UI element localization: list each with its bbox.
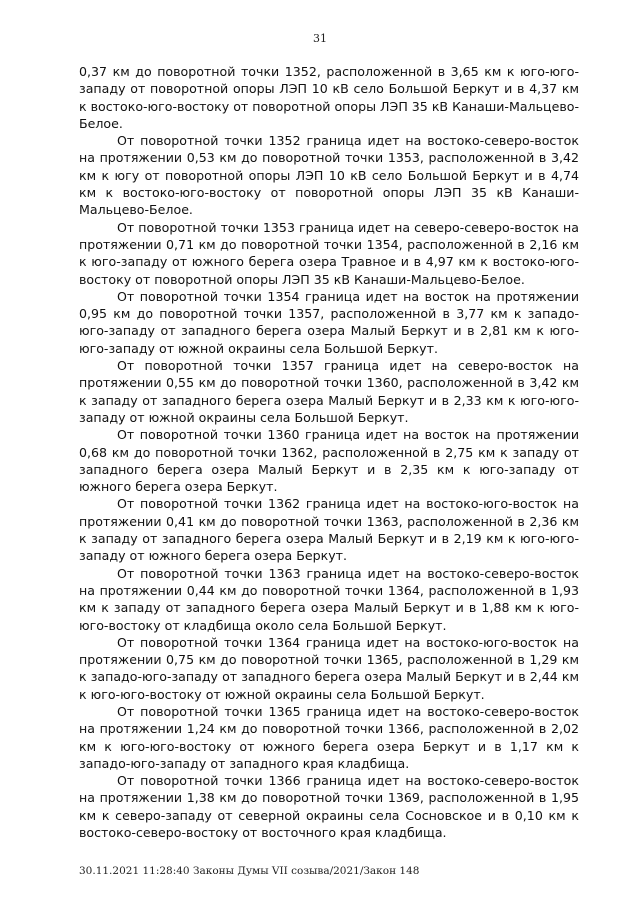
- paragraph: От поворотной точки 1363 граница идет на востоко-северо-восток на протяжении 0,44 км до поворотной точки 1364, расположенной в 1,93 км к западу от западного берега озера Малый Беркут и в 1,88 км к юго-юго-востоку от кладбища около села Большой Беркут.: [79, 565, 579, 633]
- document-body: [79, 63, 579, 841]
- paragraph: От поворотной точки 1352 граница идет на востоко-северо-восток на протяжении 0,53 км до поворотной точки 1353, расположенной в 3,42 км к югу от поворотной опоры ЛЭП 10 кВ село Большой Беркут и в 4,74 км к востоко-юго-востоку от поворотной опоры ЛЭП 35 кВ Канаши-Мальцево-Белое.: [79, 133, 579, 218]
- page-number: 31: [313, 32, 327, 45]
- document-footer: 30.11.2021 11:28:40 Законы Думы VII созыва/2021/Закон 148: [79, 865, 420, 877]
- paragraph: От поворотной точки 1365 граница идет на востоко-северо-восток на протяжении 1,24 км до поворотной точки 1366, расположенной в 2,02 км к юго-юго-востоку от южного берега озера Беркут и в 1,17 км к западо-юго-западу от западного края кладбища.: [79, 703, 579, 771]
- paragraph: От поворотной точки 1366 граница идет на востоко-северо-восток на протяжении 1,38 км до поворотной точки 1369, расположенной в 1,95 км к северо-западу от северной окраины села Сосновское и в 0,10 км к востоко-северо-востоку от восточного края кладбища.: [79, 773, 579, 841]
- paragraph: От поворотной точки 1362 граница идет на востоко-юго-восток на протяжении 0,41 км до поворотной точки 1363, расположенной в 2,36 км к западу от западного берега озера Малый Беркут и в 2,19 км к юго-юго-западу от южного берега озера Беркут.: [79, 496, 579, 564]
- paragraph: От поворотной точки 1360 граница идет на восток на протяжении 0,68 км до поворотной точки 1362, расположенной в 2,75 км к западу от западного берега озера Малый Беркут и в 2,35 км к юго-западу от южного берега озера Беркут.: [79, 427, 579, 495]
- paragraph: От поворотной точки 1354 граница идет на восток на протяжении 0,95 км до поворотной точки 1357, расположенной в 3,77 км к западо-юго-западу от западного берега озера Малый Беркут и в 2,81 км к юго-юго-западу от южной окраины села Большой Беркут.: [79, 288, 579, 356]
- paragraph: От поворотной точки 1364 граница идет на востоко-юго-восток на протяжении 0,75 км до поворотной точки 1365, расположенной в 1,29 км к западо-юго-западу от западного берега озера Малый Беркут и в 2,44 км к юго-юго-востоку от южной окраины села Большой Беркут.: [79, 634, 579, 702]
- paragraph: 0,37 км до поворотной точки 1352, расположенной в 3,65 км к юго-юго-западу от поворотной опоры ЛЭП 10 кВ село Большой Беркут и в 4,37 км к востоко-юго-востоку от поворотной опоры ЛЭП 35 кВ Канаши-Мальцево-Белое.: [79, 64, 579, 131]
- paragraph: От поворотной точки 1357 граница идет на северо-восток на протяжении 0,55 км до поворотной точки 1360, расположенной в 3,42 км к западу от западного берега озера Малый Беркут и в 2,33 км к юго-юго-западу от южной окраины села Большой Беркут.: [79, 358, 579, 425]
- paragraph: От поворотной точки 1353 граница идет на северо-северо-восток на протяжении 0,71 км до поворотной точки 1354, расположенной в 2,16 км к юго-западу от южного берега озера Травное и в 4,97 км к востоко-юго-востоку от поворотной опоры ЛЭП 35 кВ Канаши-Мальцево-Белое.: [79, 219, 579, 287]
